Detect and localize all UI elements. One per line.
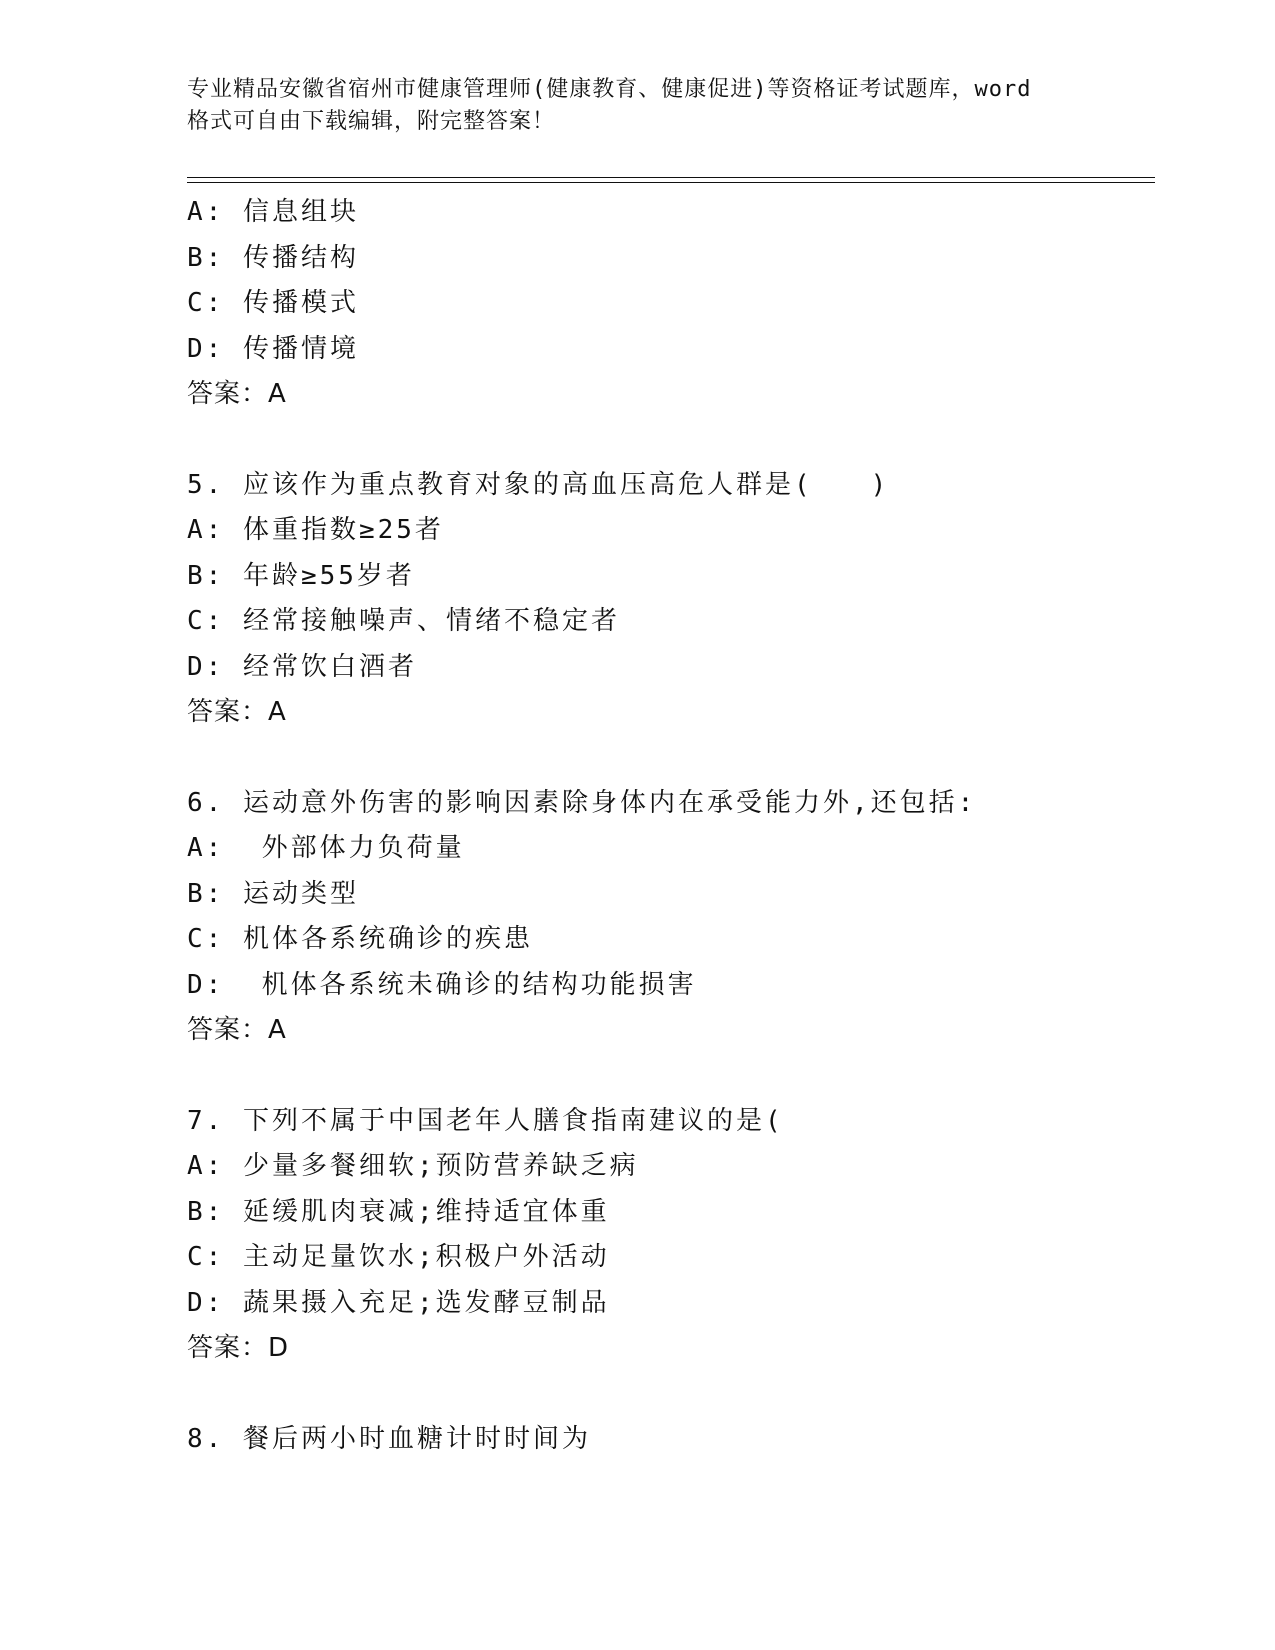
option-d: D: 机体各系统未确诊的结构功能损害: [187, 969, 697, 1000]
option-c: C: 机体各系统确诊的疾患: [187, 924, 533, 954]
question-text: 6. 运动意外伤害的影响因素除身体内在承受能力外,还包括:: [187, 787, 977, 818]
question-6: [187, 781, 1155, 1054]
option-b: B: 运动类型: [187, 878, 359, 909]
question-8: [187, 1417, 1155, 1463]
option-c: C: 经常接触噪声、情绪不稳定者: [187, 606, 620, 636]
option-d: D: 传播情境: [187, 333, 359, 364]
option-a: A: 信息组块: [187, 197, 359, 227]
header-divider-top: [187, 177, 1155, 178]
option-a: A: 外部体力负荷量: [187, 833, 465, 863]
question-text: 5. 应该作为重点教育对象的高血压高危人群是( ): [187, 469, 890, 500]
answer: 答案：D: [187, 1333, 290, 1363]
answer: 答案：A: [187, 1015, 287, 1045]
option-b: B: 传播结构: [187, 242, 359, 273]
question-5: [187, 463, 1155, 736]
option-a: A: 体重指数≥25者: [187, 515, 444, 545]
answer: 答案：A: [187, 697, 287, 727]
option-b: B: 年龄≥55岁者: [187, 560, 415, 591]
question-text: 7. 下列不属于中国老年人膳食指南建议的是(: [187, 1105, 784, 1136]
header-divider-bottom: [187, 182, 1155, 183]
question-text: 8. 餐后两小时血糖计时时间为: [187, 1423, 591, 1454]
question-7: [187, 1099, 1155, 1372]
header-line-2: 格式可自由下载编辑，附完整答案！: [187, 109, 556, 134]
header-line-1: 专业精品安徽省宿州市健康管理师(健康教育、健康促进)等资格证考试题库，word: [187, 77, 1032, 102]
option-c: C: 传播模式: [187, 288, 359, 318]
option-d: D: 蔬果摄入充足;选发酵豆制品: [187, 1287, 610, 1318]
option-c: C: 主动足量饮水;积极户外活动: [187, 1242, 610, 1272]
option-a: A: 少量多餐细软;预防营养缺乏病: [187, 1151, 639, 1181]
question-4: [187, 190, 1155, 418]
option-b: B: 延缓肌肉衰减;维持适宜体重: [187, 1196, 610, 1227]
option-d: D: 经常饮白酒者: [187, 651, 417, 682]
exam-content: [187, 190, 1155, 1462]
document-header: [187, 74, 1087, 138]
answer: 答案：A: [187, 379, 287, 409]
